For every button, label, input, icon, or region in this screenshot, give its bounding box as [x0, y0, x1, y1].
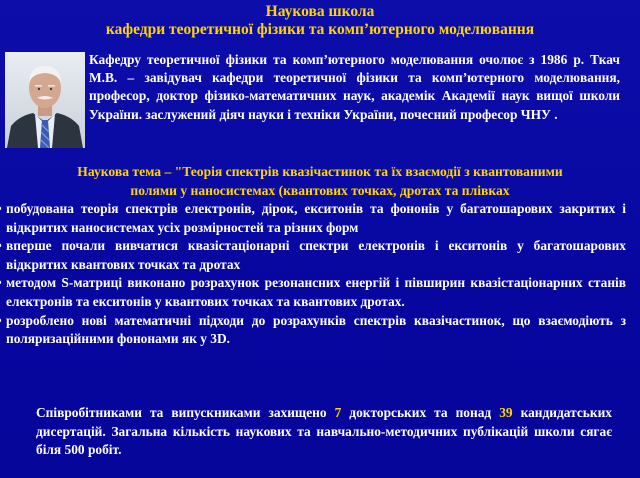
list-item-text: методом S-матриці виконано розрахунок резонансних енергій і півширин квазістаціонарних станів електронів та екситонів у квантових точках та квантових дротах. [6, 275, 626, 309]
research-topic [0, 162, 640, 200]
research-topic-line-2: полями у наносистемах (квантових точках, дротах та плівках [130, 183, 510, 198]
summary-text-part-2: докторських та понад [341, 405, 500, 420]
list-item [0, 274, 626, 311]
summary-paragraph [36, 404, 612, 460]
slide-title-line-1: Наукова школа [265, 3, 375, 20]
intro-paragraph: Кафедру теоретичної фізики та комп’ютерного моделювання очолює з 1986 р. Ткач М.В. – завідувач кафедри теоретичної фізики та комп’ютерного моделювання, професор, доктор фізико-математичних наук, академік Академії наук вищої школи України. заслужений діяч науки і техніки України, почесний професор ЧНУ . [89, 52, 620, 122]
portrait-image [5, 52, 85, 148]
bullet-icon [0, 274, 2, 293]
research-topic-line-1: Наукова тема – "Теорія спектрів квазічастинок та їх взаємодії з квантованими [77, 164, 563, 179]
list-item [0, 312, 626, 349]
bullet-icon [0, 237, 2, 256]
candidate-count: 39 [499, 405, 513, 420]
portrait-photo [5, 52, 85, 148]
summary-text-part-1: Співробітниками та випускниками захищено [36, 405, 335, 420]
bullet-icon [0, 200, 2, 219]
list-item [0, 237, 626, 274]
bullet-icon [0, 312, 2, 331]
list-item-text: розроблено нові математичні підходи до розрахунків спектрів квазічастинок, що взаємодіють з поляризаційними фононами як у 3D. [6, 312, 626, 347]
achievements-list [0, 200, 626, 349]
list-item [0, 200, 626, 237]
list-item-text: побудована теорія спектрів електронів, дірок, екситонів та фононів у багатошарових закритих і відкритих наносистемах усіх розмірностей та різних форм [6, 201, 626, 235]
slide-title-line-2: кафедри теоретичної фізики та комп’ютерного моделювання [105, 21, 535, 38]
summary-text-part-3: кандидатських дисертацій. Загальна кількість наукових та навчально-методичних публікацій школи сягає біля 500 робіт. [36, 405, 612, 458]
doctoral-count: 7 [334, 405, 342, 420]
list-item-text: вперше почали вивчатися квазістаціонарні спектри електронів і екситонів у багатошарових відкритих квантових точках та дротах [6, 238, 626, 272]
